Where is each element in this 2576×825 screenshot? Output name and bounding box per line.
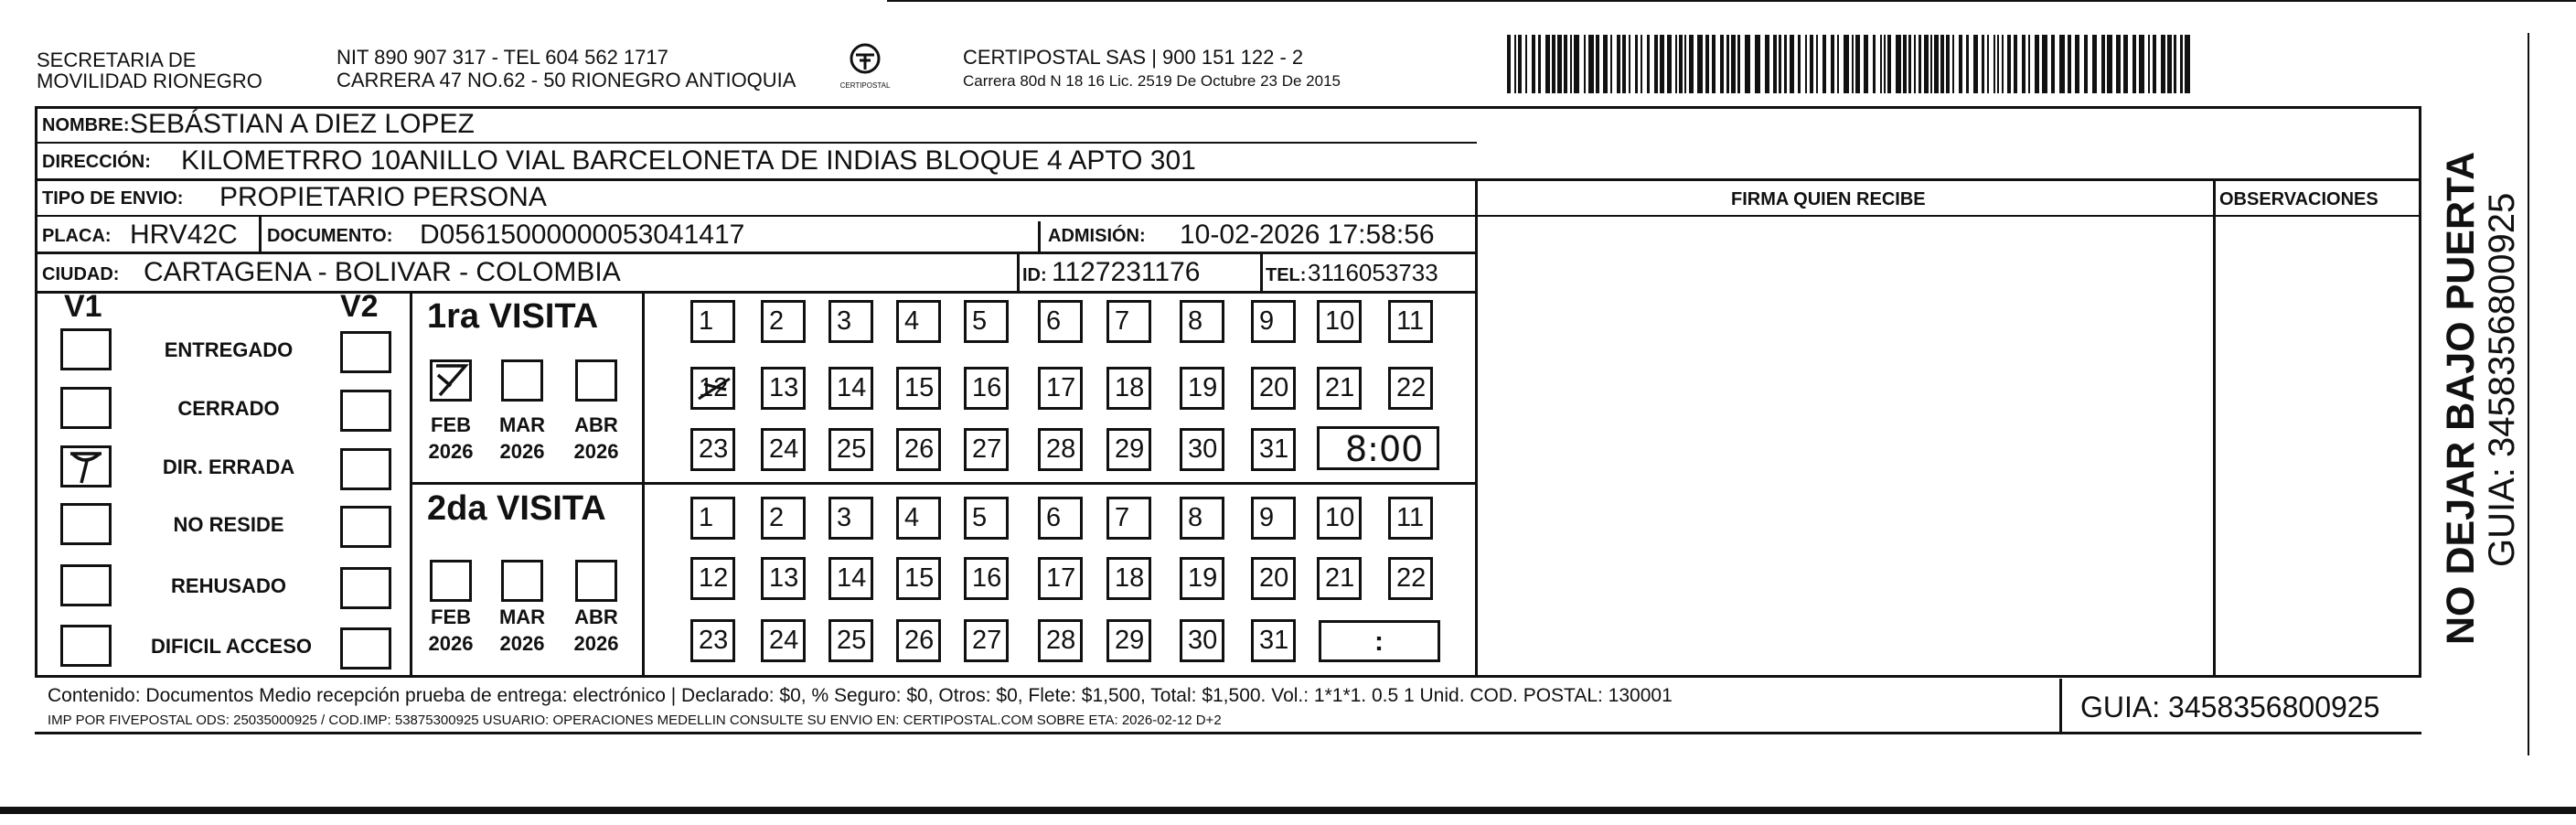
v2-checkbox[interactable] [340, 448, 391, 490]
visit1-title: 1ra VISITA [427, 297, 599, 336]
day-cell[interactable]: 26 [896, 428, 941, 471]
barcode-bar [1908, 35, 1911, 93]
day-cell[interactable]: 9 [1251, 300, 1296, 343]
barcode-bar [2139, 35, 2144, 93]
barcode-bar [1584, 35, 1586, 93]
month-checkbox[interactable] [501, 359, 543, 402]
barcode-bar [1507, 35, 1511, 93]
day-cell[interactable]: 4 [896, 497, 941, 540]
day-cell[interactable]: 27 [964, 428, 1009, 471]
tipo-envio-label: TIPO DE ENVIO: [42, 188, 184, 209]
barcode-bar [1737, 35, 1740, 93]
month-name: FEB [431, 413, 471, 436]
barcode-bar [2092, 35, 2097, 93]
v2-label: V2 [340, 289, 379, 324]
day-cell[interactable]: 11 [1388, 497, 1433, 540]
barcode-bar [1552, 35, 1555, 93]
month-label [567, 604, 625, 657]
v1-checkbox[interactable] [60, 328, 112, 370]
barcode-bar [2022, 35, 2026, 93]
barcode-bar [1574, 35, 1579, 93]
visit2-time-value: : [1374, 627, 1384, 657]
reason-label: DIR. ERRADA [162, 455, 295, 478]
day-cell[interactable]: 30 [1180, 619, 1224, 662]
v1-checkbox[interactable] [60, 625, 112, 667]
barcode-bar [1779, 35, 1781, 93]
barcode-bar [2132, 35, 2136, 93]
barcode-bar [1919, 35, 1921, 93]
month-name: ABR [574, 413, 618, 436]
barcode-bar [1903, 35, 1907, 93]
reason-label: CERRADO [177, 397, 280, 420]
side-guia: GUIA: 3458356800925 [2482, 192, 2522, 567]
barcode-bar [1667, 35, 1672, 93]
day-cell[interactable]: 25 [828, 619, 873, 662]
nit-line: NIT 890 907 317 - TEL 604 562 1717 [337, 46, 668, 69]
barcode-bar [1588, 35, 1594, 93]
barcode-bar [1959, 35, 1962, 93]
barcode-bar [1622, 35, 1626, 93]
admision-value: 10-02-2026 17:58:56 [1180, 220, 1435, 250]
v1-checkbox[interactable] [60, 387, 112, 429]
tel-label: TEL: [1266, 265, 1307, 285]
month-checkbox[interactable] [430, 560, 472, 602]
barcode-bar [1647, 35, 1650, 93]
day-cell[interactable]: 23 [690, 428, 735, 471]
barcode-bar [2075, 35, 2079, 93]
barcode-bar [1564, 35, 1567, 93]
barcode-bar [1934, 35, 1939, 93]
barcode-bar [1973, 35, 1978, 93]
day-cell[interactable]: 8 [1180, 497, 1224, 540]
barcode-bar [1822, 35, 1826, 93]
barcode-bar [1946, 35, 1950, 93]
barcode-bar [2068, 35, 2071, 93]
day-cell[interactable]: 31 [1251, 428, 1296, 471]
barcode-bar [2107, 35, 2112, 93]
barcode-bar [1596, 35, 1599, 93]
day-cell[interactable]: 12 [690, 367, 735, 410]
month-checkbox[interactable] [430, 359, 472, 402]
month-name: FEB [431, 605, 471, 628]
day-cell[interactable]: 13 [761, 367, 806, 410]
barcode-bar [1610, 35, 1612, 93]
day-cell[interactable]: 2 [761, 497, 806, 540]
barcode-bar [1864, 35, 1868, 93]
barcode-bar [1952, 35, 1954, 93]
v1-checkbox[interactable] [60, 564, 112, 606]
barcode-bar [1518, 35, 1522, 93]
day-cell[interactable]: 21 [1317, 367, 1362, 410]
month-checkbox[interactable] [501, 560, 543, 602]
barcode-bar [2002, 35, 2004, 93]
barcode-bar [2174, 35, 2176, 93]
barcode-bar [1837, 35, 1839, 93]
id-label: ID: [1022, 265, 1047, 285]
footer-contenido: Contenido: Documentos Medio recepción prueba de entrega: electrónico | Declarado: $0, % Seguro: $0, Otros: $0, Flete: $1,500, Total: $1,500. Vol.: 1*1*1. 0.5 1 Unid. COD. POSTAL: 130001 [48, 685, 1673, 706]
day-cell[interactable]: 24 [761, 619, 806, 662]
barcode-bar [1635, 35, 1638, 93]
v2-checkbox[interactable] [340, 506, 391, 548]
day-cell[interactable]: 10 [1317, 497, 1362, 540]
id-value: 1127231176 [1052, 257, 1201, 287]
barcode-bar [2167, 35, 2172, 93]
day-cell[interactable]: 6 [1038, 300, 1083, 343]
day-cell[interactable]: 27 [964, 619, 1009, 662]
day-cell[interactable]: 22 [1388, 367, 1433, 410]
barcode-bar [1570, 35, 1572, 93]
barcode-bar [1557, 35, 1562, 93]
tel-value: 3116053733 [1308, 259, 1438, 286]
barcode-bar [1731, 35, 1736, 93]
secretaria-line2: MOVILIDAD RIONEGRO [37, 70, 262, 92]
day-cell[interactable]: 7 [1106, 497, 1151, 540]
day-cell[interactable]: 5 [964, 300, 1009, 343]
barcode-bar [1679, 35, 1683, 93]
barcode-bar [1684, 35, 1686, 93]
barcode-bar [2051, 35, 2055, 93]
barcode-bar [1987, 35, 1989, 93]
v2-checkbox[interactable] [340, 390, 391, 432]
barcode-bar [1805, 35, 1807, 93]
v1-checkbox[interactable] [60, 503, 112, 545]
day-cell[interactable]: 22 [1388, 557, 1433, 600]
day-cell[interactable]: 28 [1038, 428, 1083, 471]
admision-label: ADMISIÓN: [1048, 226, 1146, 246]
barcode-bar [2059, 35, 2065, 93]
reason-label: NO RESIDE [173, 513, 284, 536]
barcode-bar [1810, 35, 1813, 93]
barcode-bar [1617, 35, 1620, 93]
barcode-bar [1896, 35, 1901, 93]
barcode-bar [1726, 35, 1729, 93]
direccion-label: DIRECCIÓN: [42, 152, 151, 172]
day-cell[interactable]: 29 [1106, 619, 1151, 662]
day-cell[interactable]: 20 [1251, 557, 1296, 600]
day-cell[interactable]: 2 [761, 300, 806, 343]
nombre-value: SEBÁSTIAN A DIEZ LOPEZ [130, 109, 475, 139]
visit2-title: 2da VISITA [427, 489, 606, 528]
month-year: 2026 [428, 440, 474, 463]
v2-checkbox[interactable] [340, 331, 391, 373]
day-cell[interactable]: 28 [1038, 619, 1083, 662]
barcode-bar [2161, 35, 2165, 93]
day-cell[interactable]: 19 [1180, 367, 1224, 410]
certipostal-logo [839, 42, 891, 91]
side-warning: NO DEJAR BAJO PUERTA [2439, 151, 2483, 645]
barcode-bar [1940, 35, 1944, 93]
barcode-bar [1798, 35, 1801, 93]
day-cell[interactable]: 17 [1038, 557, 1083, 600]
month-name: ABR [574, 605, 618, 628]
day-cell[interactable]: 30 [1180, 428, 1224, 471]
reason-label: REHUSADO [171, 574, 286, 597]
barcode-bar [1603, 35, 1608, 93]
barcode-bar [1873, 35, 1876, 93]
ciudad-label: CIUDAD: [42, 264, 120, 284]
footer-guia-box: GUIA: 3458356800925 [2080, 691, 2380, 723]
barcode-bar [1773, 35, 1777, 93]
month-label [422, 412, 480, 465]
month-checkbox[interactable] [575, 359, 617, 402]
day-cell[interactable]: 18 [1106, 557, 1151, 600]
barcode-bar [2007, 35, 2011, 93]
visit1-time-value: 8:00 [1345, 429, 1424, 469]
day-cell[interactable]: 20 [1251, 367, 1296, 410]
day-cell[interactable]: 24 [761, 428, 806, 471]
day-cell[interactable]: 15 [896, 557, 941, 600]
barcode-bar [1705, 35, 1709, 93]
barcode-bar [1514, 35, 1516, 93]
v2-checkbox[interactable] [340, 567, 391, 609]
barcode-bar [1745, 35, 1750, 93]
month-name: MAR [498, 605, 546, 628]
barcode-bar [2153, 35, 2156, 93]
barcode-bar [1697, 35, 1703, 93]
month-label [567, 412, 625, 465]
barcode-bar [1641, 35, 1642, 93]
barcode-bar [2123, 35, 2128, 93]
address-line: CARRERA 47 NO.62 - 50 RIONEGRO ANTIOQUIA [337, 69, 796, 91]
barcode-bar [2101, 35, 2105, 93]
placa-label: PLACA: [42, 226, 112, 246]
barcode-bar [2014, 35, 2017, 93]
month-label [422, 604, 480, 657]
day-cell[interactable]: 5 [964, 497, 1009, 540]
visit1-time-box[interactable] [1317, 426, 1439, 470]
v2-checkbox[interactable] [340, 627, 391, 670]
day-cell[interactable]: 16 [964, 557, 1009, 600]
observaciones-label: OBSERVACIONES [2219, 189, 2378, 209]
barcode-bar [1816, 35, 1818, 93]
day-cell[interactable]: 4 [896, 300, 941, 343]
barcode-bar [1720, 35, 1724, 93]
barcode-bar [2028, 35, 2030, 93]
barcode-bar [2180, 35, 2183, 93]
barcode-bar [1831, 35, 1834, 93]
side-text [2423, 137, 2533, 649]
reason-label: ENTREGADO [164, 338, 294, 361]
day-cell[interactable]: 1 [690, 497, 735, 540]
day-cell[interactable]: 11 [1388, 300, 1433, 343]
barcode-bar [1844, 35, 1849, 93]
barcode-bar [1924, 35, 1929, 93]
barcode-bar [2185, 35, 2190, 93]
barcode-bar [1689, 35, 1694, 93]
checkmark-icon [63, 448, 109, 485]
barcode-bar [1532, 35, 1535, 93]
month-year: 2026 [499, 440, 545, 463]
day-cell[interactable]: 26 [896, 619, 941, 662]
barcode-bar [2084, 35, 2088, 93]
barcode-bar [1855, 35, 1860, 93]
month-year: 2026 [428, 632, 474, 655]
firma-label: FIRMA QUIEN RECIBE [1731, 189, 1926, 209]
barcode-bar [2148, 35, 2150, 93]
day-cell[interactable]: 10 [1317, 300, 1362, 343]
day-cell[interactable]: 14 [828, 557, 873, 600]
strike-mark-icon [695, 371, 733, 408]
barcode-bar [1884, 35, 1886, 93]
documento-value: D05615000000053041417 [420, 220, 745, 250]
day-cell[interactable]: 17 [1038, 367, 1083, 410]
secretaria-line1: SECRETARIA DE [37, 48, 197, 71]
barcode-bar [1914, 35, 1916, 93]
day-cell[interactable]: 9 [1251, 497, 1296, 540]
day-cell[interactable]: 7 [1106, 300, 1151, 343]
direccion-value: KILOMETRRO 10ANILLO VIAL BARCELONETA DE INDIAS BLOQUE 4 APTO 301 [181, 145, 1196, 176]
day-cell[interactable]: 3 [828, 497, 873, 540]
barcode-bar [1712, 35, 1716, 93]
day-cell[interactable]: 13 [761, 557, 806, 600]
barcode-bar [1993, 35, 1995, 93]
month-year: 2026 [573, 440, 619, 463]
day-cell[interactable]: 29 [1106, 428, 1151, 471]
barcode-bar [1765, 35, 1769, 93]
barcode-bar [1930, 35, 1932, 93]
checkmark-icon [433, 362, 469, 399]
day-cell[interactable]: 21 [1317, 557, 1362, 600]
month-year: 2026 [499, 632, 545, 655]
day-cell[interactable]: 14 [828, 367, 873, 410]
barcode-bar [1966, 35, 1969, 93]
barcode-bar [1755, 35, 1760, 93]
v1-label: V1 [64, 289, 102, 324]
barcode-bar [1538, 35, 1541, 93]
placa-value: HRV42C [130, 220, 238, 250]
right-edge-line [2528, 33, 2529, 755]
svg-text:CERTIPOSTAL: CERTIPOSTAL [839, 81, 891, 90]
month-checkbox[interactable] [575, 560, 617, 602]
month-label [493, 604, 551, 657]
day-cell[interactable]: 31 [1251, 619, 1296, 662]
barcode-bar [1784, 35, 1787, 93]
reason-label: DIFICIL ACCESO [150, 635, 312, 658]
day-cell[interactable]: 1 [690, 300, 735, 343]
barcode-bar [2116, 35, 2121, 93]
barcode-bar [1654, 35, 1658, 93]
nombre-label: NOMBRE: [42, 115, 130, 135]
month-label [493, 412, 551, 465]
day-cell[interactable]: 18 [1106, 367, 1151, 410]
visit2-time-box[interactable] [1319, 620, 1440, 662]
day-cell[interactable]: 15 [896, 367, 941, 410]
tipo-envio-value: PROPIETARIO PERSONA [219, 182, 547, 212]
barcode-bar [1525, 35, 1527, 93]
barcode [1507, 35, 2197, 93]
barcode-bar [1887, 35, 1891, 93]
barcode-bar [1880, 35, 1882, 93]
month-name: MAR [498, 413, 546, 436]
barcode-bar [2035, 35, 2039, 93]
day-cell[interactable]: 8 [1180, 300, 1224, 343]
day-cell[interactable]: 6 [1038, 497, 1083, 540]
documento-label: DOCUMENTO: [267, 226, 393, 246]
company-sub: Carrera 80d N 18 16 Lic. 2519 De Octubre 23 De 2015 [963, 72, 1341, 90]
barcode-bar [1982, 35, 1984, 93]
barcode-bar [2042, 35, 2047, 93]
day-cell[interactable]: 12 [690, 557, 735, 600]
v1-checkbox[interactable] [60, 445, 112, 488]
day-cell[interactable]: 16 [964, 367, 1009, 410]
day-cell[interactable]: 23 [690, 619, 735, 662]
month-year: 2026 [573, 632, 619, 655]
barcode-bar [1675, 35, 1677, 93]
barcode-bar [1997, 35, 1999, 93]
day-cell[interactable]: 3 [828, 300, 873, 343]
day-cell[interactable]: 19 [1180, 557, 1224, 600]
footer-imp: IMP POR FIVEPOSTAL ODS: 25035000925 / COD.IMP: 53875300925 USUARIO: OPERACIONES MEDELLIN CONSULTE SU ENVIO EN: CERTIPOSTAL.COM SOBRE ETA: 2026-02-12 D+2 [48, 712, 1222, 728]
barcode-bar [1852, 35, 1854, 93]
top-cut-line [887, 0, 2576, 2]
company-line: CERTIPOSTAL SAS | 900 151 122 - 2 [963, 46, 1304, 69]
barcode-bar [1660, 35, 1664, 93]
ciudad-value: CARTAGENA - BOLIVAR - COLOMBIA [144, 257, 621, 287]
day-cell[interactable]: 25 [828, 428, 873, 471]
barcode-bar [1545, 35, 1550, 93]
barcode-bar [1629, 35, 1630, 93]
bottom-edge-line [0, 807, 2576, 814]
barcode-bar [1790, 35, 1794, 93]
